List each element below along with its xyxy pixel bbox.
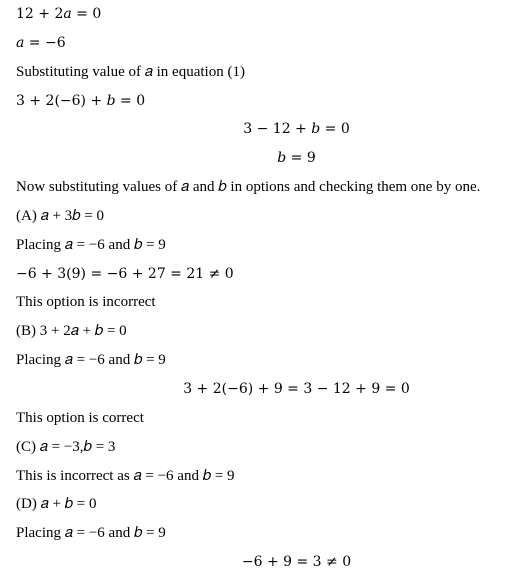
equation-12-plus-2a: 12 + 2𝑎 = 0 — [16, 6, 102, 22]
substitution-text: Substituting value of 𝑎 in equation (1) — [16, 64, 245, 80]
option-c-result: This is incorrect as 𝑎 = −6 and 𝑏 = 9 — [16, 468, 235, 484]
option-b-result: This option is correct — [16, 410, 144, 426]
equation-a-value: 𝑎 = −6 — [16, 35, 66, 51]
option-a-result: This option is incorrect — [16, 294, 156, 310]
option-b-calculation: 3 + 2(−6) + 9 = 3 − 12 + 9 = 0 — [183, 381, 410, 397]
option-c: (C) 𝑎 = −3,𝑏 = 3 — [16, 439, 116, 455]
equation-b-value: 𝑏 = 9 — [277, 150, 316, 166]
option-d: (D) 𝑎 + 𝑏 = 0 — [16, 496, 97, 512]
option-b: (B) 3 + 2𝑎 + 𝑏 = 0 — [16, 323, 127, 339]
placing-values-a: Placing 𝑎 = −6 and 𝑏 = 9 — [16, 237, 166, 253]
equation-simplified: 3 − 12 + 𝑏 = 0 — [243, 121, 350, 137]
equation-substituted: 3 + 2(−6) + 𝑏 = 0 — [16, 93, 146, 109]
option-a: (A) 𝑎 + 3𝑏 = 0 — [16, 208, 105, 224]
placing-values-d: Placing 𝑎 = −6 and 𝑏 = 9 — [16, 525, 166, 541]
placing-values-b: Placing 𝑎 = −6 and 𝑏 = 9 — [16, 352, 166, 368]
checking-options-text: Now substituting values of 𝑎 and 𝑏 in options and checking them one by one. — [16, 179, 481, 195]
option-d-calculation: −6 + 9 = 3 ≠ 0 — [241, 554, 352, 570]
option-a-calculation: −6 + 3(9) = −6 + 27 = 21 ≠ 0 — [16, 266, 234, 282]
